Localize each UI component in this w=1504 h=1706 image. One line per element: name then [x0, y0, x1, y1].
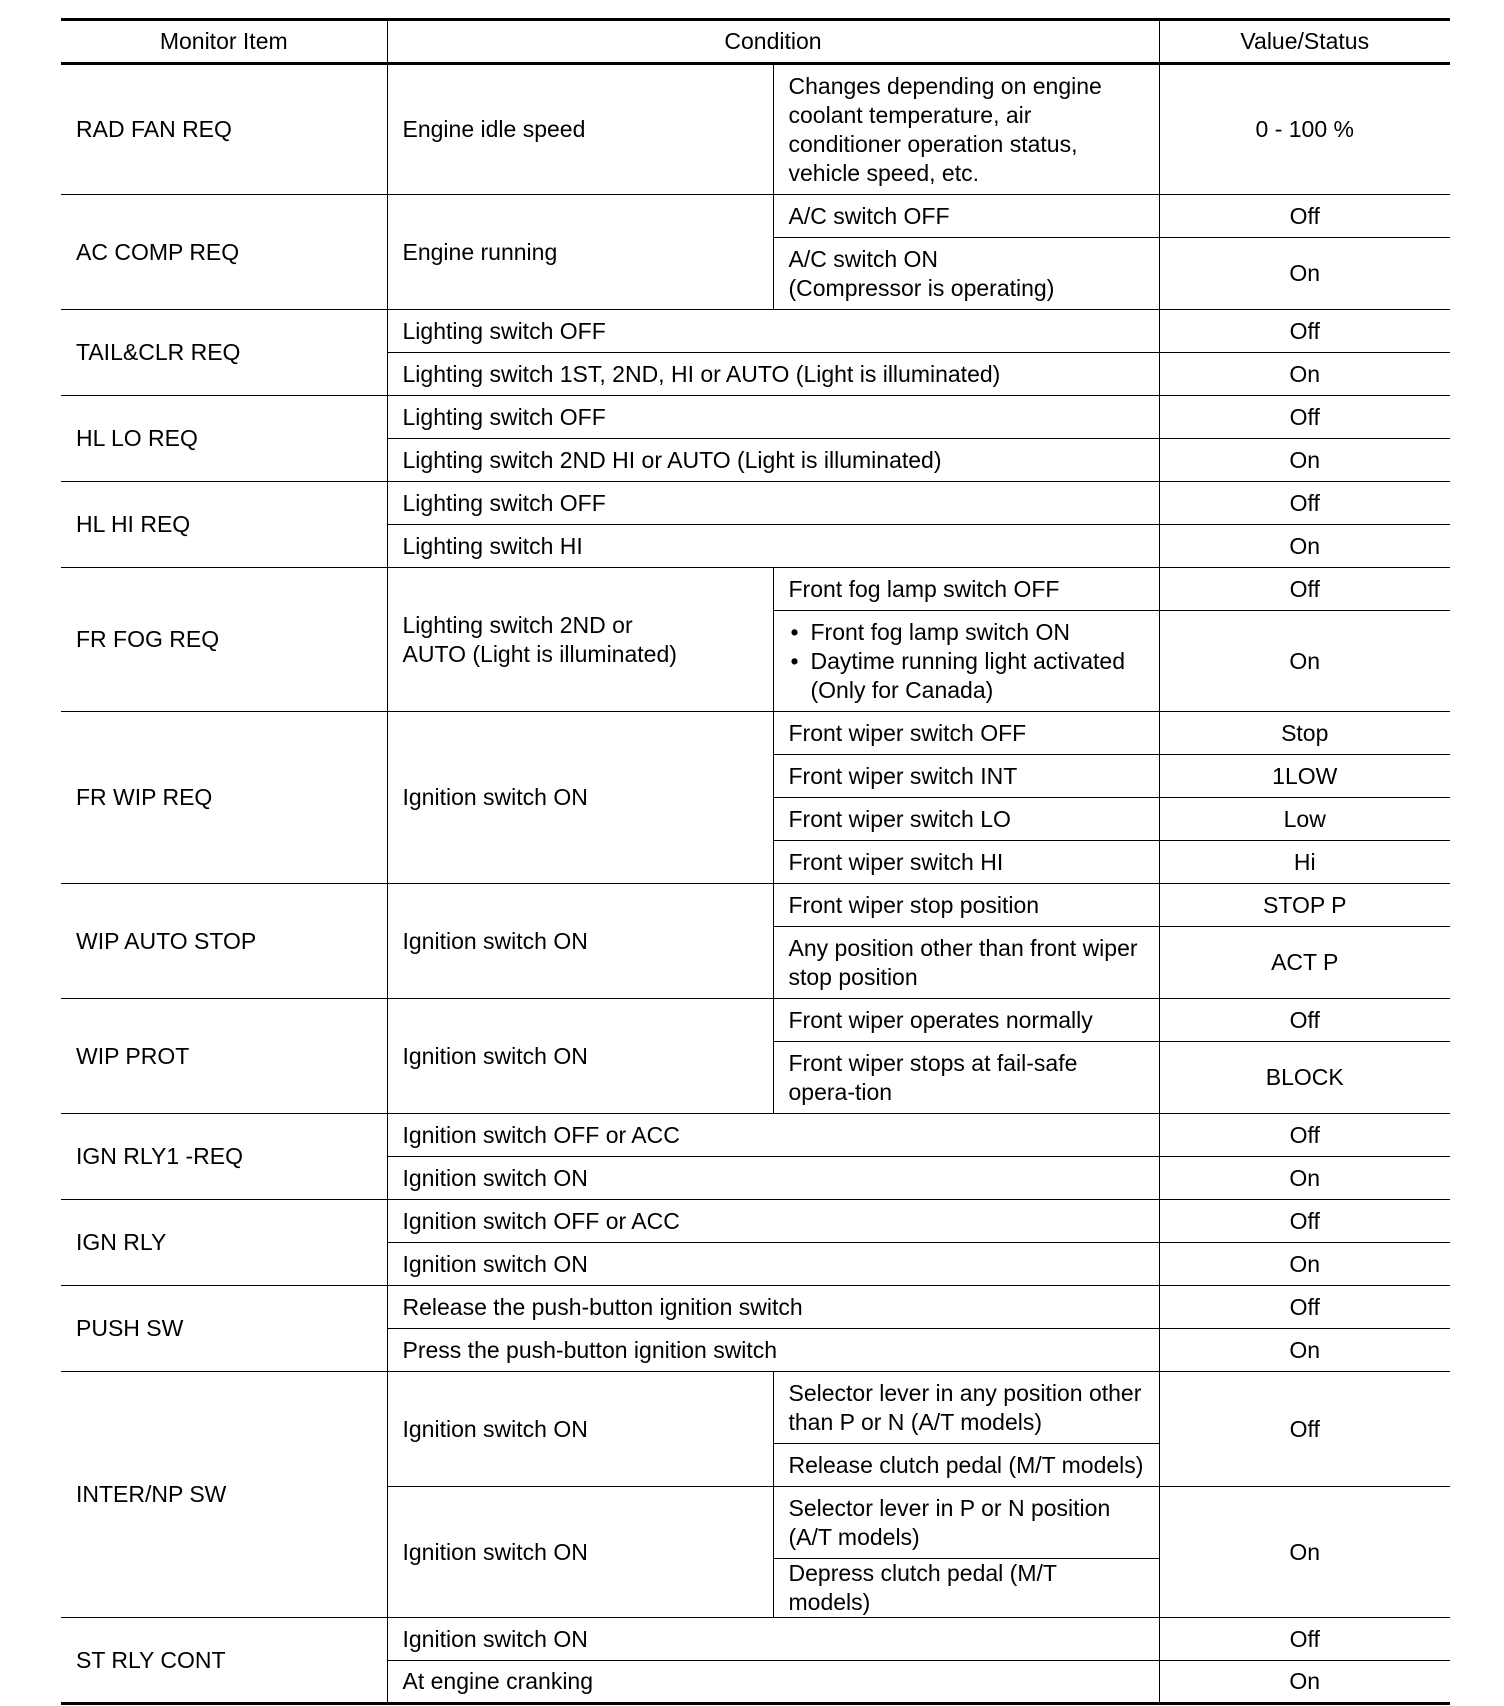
table-row — [61, 310, 1450, 353]
monitor-item-cell: WIP AUTO STOP — [61, 884, 387, 999]
sub-condition-cell: Front wiper switch LO — [773, 798, 1159, 841]
value-cell: STOP P — [1159, 884, 1450, 927]
sub-condition-cell: Selector lever in any position other than P or N (A/T models) — [773, 1372, 1159, 1444]
value-cell: 0 - 100 % — [1159, 64, 1450, 195]
monitor-item-cell: TAIL&CLR REQ — [61, 310, 387, 396]
sub-condition-cell: Changes depending on engine coolant temperature, air conditioner operation status, vehicle speed, etc. — [773, 64, 1159, 195]
sub-condition-cell: A/C switch OFF — [773, 195, 1159, 238]
monitor-item-cell: WIP PROT — [61, 999, 387, 1114]
value-cell: Off — [1159, 310, 1450, 353]
sub-condition-line: A/C switch ON — [788, 245, 939, 272]
value-cell: ACT P — [1159, 927, 1450, 999]
table-row — [61, 396, 1450, 439]
sub-condition-cell: Release clutch pedal (M/T models) — [773, 1444, 1159, 1487]
sub-condition-cell: Depress clutch pedal (M/T models) — [773, 1559, 1159, 1618]
monitor-item-cell: RAD FAN REQ — [61, 64, 387, 195]
bullet-list — [789, 618, 1144, 705]
sub-condition-cell: Front fog lamp switch OFF — [773, 568, 1159, 611]
table-header-row — [61, 20, 1450, 64]
condition-cell: Lighting switch HI — [387, 525, 1159, 568]
table-row — [61, 482, 1450, 525]
value-cell: On — [1159, 1661, 1450, 1704]
table-row — [61, 999, 1450, 1042]
value-cell: Off — [1159, 1200, 1450, 1243]
value-cell: Hi — [1159, 841, 1450, 884]
table-row — [61, 1286, 1450, 1329]
monitor-item-cell: IGN RLY — [61, 1200, 387, 1286]
condition-cell: Ignition switch OFF or ACC — [387, 1114, 1159, 1157]
table-row — [61, 195, 1450, 238]
table-row — [61, 1372, 1450, 1444]
monitor-item-cell: HL LO REQ — [61, 396, 387, 482]
condition-cell: Ignition switch OFF or ACC — [387, 1200, 1159, 1243]
sub-condition-cell: Front wiper switch INT — [773, 755, 1159, 798]
table-row — [61, 1114, 1450, 1157]
table-row — [61, 884, 1450, 927]
condition-cell: At engine cranking — [387, 1661, 1159, 1704]
value-cell: Off — [1159, 195, 1450, 238]
value-cell: Off — [1159, 1618, 1450, 1661]
condition-cell: Lighting switch 1ST, 2ND, HI or AUTO (Light is illuminated) — [387, 353, 1159, 396]
value-cell: Off — [1159, 999, 1450, 1042]
monitor-item-cell: ST RLY CONT — [61, 1618, 387, 1704]
table-row — [61, 568, 1450, 611]
condition-cell: Ignition switch ON — [387, 884, 773, 999]
value-cell: On — [1159, 1329, 1450, 1372]
value-cell: 1LOW — [1159, 755, 1450, 798]
condition-cell: Ignition switch ON — [387, 999, 773, 1114]
list-item: • Daytime running light activated (Only for Canada) — [811, 647, 1144, 705]
value-cell: Off — [1159, 1372, 1450, 1487]
monitor-item-cell: INTER/NP SW — [61, 1372, 387, 1618]
monitor-item-table — [61, 18, 1450, 1705]
value-cell: BLOCK — [1159, 1042, 1450, 1114]
value-cell: On — [1159, 238, 1450, 310]
sub-condition-cell — [773, 611, 1159, 712]
header-monitor-item: Monitor Item — [61, 20, 387, 64]
condition-cell — [387, 568, 773, 712]
value-cell: Off — [1159, 482, 1450, 525]
condition-cell: Release the push-button ignition switch — [387, 1286, 1159, 1329]
table-row — [61, 1618, 1450, 1661]
monitor-item-cell: FR FOG REQ — [61, 568, 387, 712]
condition-line: Lighting switch 2ND or — [402, 611, 633, 638]
value-cell: Off — [1159, 568, 1450, 611]
sub-condition-cell: Front wiper stop position — [773, 884, 1159, 927]
condition-cell: Lighting switch OFF — [387, 482, 1159, 525]
monitor-item-cell: IGN RLY1 -REQ — [61, 1114, 387, 1200]
condition-cell: Ignition switch ON — [387, 1487, 773, 1618]
condition-cell: Engine running — [387, 195, 773, 310]
condition-cell: Engine idle speed — [387, 64, 773, 195]
value-cell: On — [1159, 611, 1450, 712]
sub-condition-cell: Any position other than front wiper stop position — [773, 927, 1159, 999]
sub-condition-cell — [773, 238, 1159, 310]
value-cell: On — [1159, 353, 1450, 396]
value-cell: On — [1159, 1157, 1450, 1200]
condition-cell: Ignition switch ON — [387, 1372, 773, 1487]
monitor-table-container — [61, 18, 1450, 1705]
list-item: • Front fog lamp switch ON — [811, 618, 1144, 647]
table-row — [61, 1200, 1450, 1243]
sub-condition-cell: Selector lever in P or N position (A/T models) — [773, 1487, 1159, 1559]
value-cell: Stop — [1159, 712, 1450, 755]
value-cell: Off — [1159, 1114, 1450, 1157]
condition-cell: Press the push-button ignition switch — [387, 1329, 1159, 1372]
condition-line: AUTO (Light is illuminated) — [402, 640, 677, 667]
value-cell: Low — [1159, 798, 1450, 841]
header-value-status: Value/Status — [1159, 20, 1450, 64]
condition-cell: Ignition switch ON — [387, 712, 773, 884]
header-condition: Condition — [387, 20, 1159, 64]
condition-cell: Ignition switch ON — [387, 1243, 1159, 1286]
monitor-item-cell: HL HI REQ — [61, 482, 387, 568]
condition-cell: Lighting switch OFF — [387, 310, 1159, 353]
sub-condition-line: (Compressor is operating) — [788, 274, 1055, 301]
condition-cell: Lighting switch 2ND HI or AUTO (Light is illuminated) — [387, 439, 1159, 482]
table-row — [61, 64, 1450, 195]
condition-cell: Ignition switch ON — [387, 1618, 1159, 1661]
sub-condition-cell: Front wiper operates normally — [773, 999, 1159, 1042]
value-cell: On — [1159, 525, 1450, 568]
condition-cell: Lighting switch OFF — [387, 396, 1159, 439]
sub-condition-cell: Front wiper switch HI — [773, 841, 1159, 884]
monitor-item-cell: PUSH SW — [61, 1286, 387, 1372]
value-cell: On — [1159, 1487, 1450, 1618]
condition-cell: Ignition switch ON — [387, 1157, 1159, 1200]
sub-condition-cell: Front wiper switch OFF — [773, 712, 1159, 755]
monitor-item-cell: FR WIP REQ — [61, 712, 387, 884]
table-row — [61, 712, 1450, 755]
value-cell: On — [1159, 1243, 1450, 1286]
sub-condition-cell: Front wiper stops at fail-safe opera-tion — [773, 1042, 1159, 1114]
value-cell: On — [1159, 439, 1450, 482]
value-cell: Off — [1159, 396, 1450, 439]
value-cell: Off — [1159, 1286, 1450, 1329]
monitor-item-cell: AC COMP REQ — [61, 195, 387, 310]
